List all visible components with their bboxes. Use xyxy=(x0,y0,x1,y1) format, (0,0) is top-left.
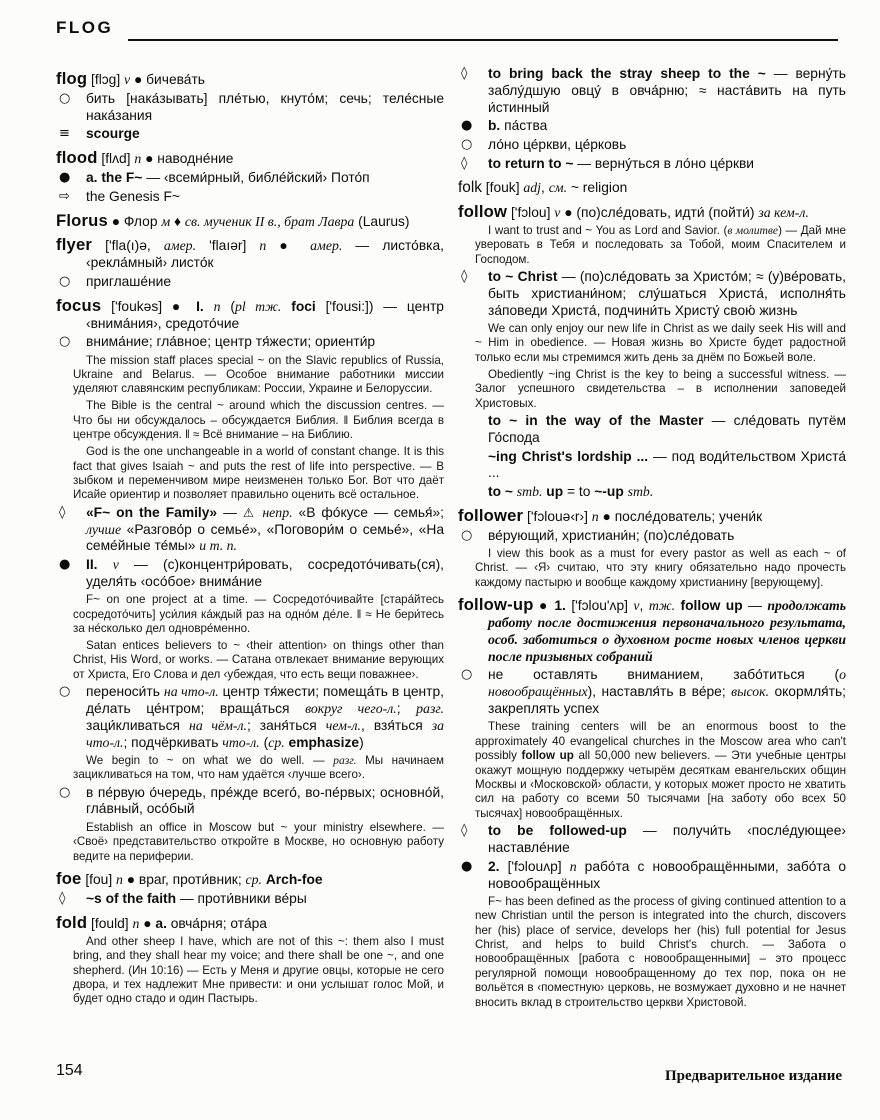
text-run: a. the F~ xyxy=(86,169,143,185)
text-run: to return to ~ xyxy=(488,155,574,171)
text-run: [fould] xyxy=(87,915,133,931)
text-run xyxy=(98,557,113,572)
circle-marker-icon: ○ xyxy=(461,137,473,153)
text-run: v xyxy=(112,557,119,573)
entry-focus xyxy=(56,295,444,333)
text-run: продолжать работу после достижения первоначального результата, особ. заботиться о духовном росте новых членов церкви после призывных собраний xyxy=(488,598,846,664)
text-run: ~-up xyxy=(594,484,624,500)
text-run: заци́кливаться xyxy=(86,717,189,733)
circle-marker-icon: ○ xyxy=(59,684,71,700)
text-run: рабо́та с новообращёнными, забо́та о новообращённых xyxy=(488,858,846,891)
text-run: n xyxy=(259,238,267,254)
example-line xyxy=(73,935,444,1007)
text-run: окормля́ть; закреплять успех xyxy=(488,684,846,716)
text-run: — (с)концентри́ровать, сосредото́чивать(ся), уделя́ть ‹осо́бое› внима́ние xyxy=(86,557,444,589)
sense-line xyxy=(458,118,846,135)
text-run: овча́рня; ота́ра xyxy=(166,915,267,931)
text-run: «F~ on the Family» xyxy=(86,504,218,520)
text-run: follow up xyxy=(521,749,574,763)
text-run: follow up xyxy=(680,598,743,614)
arrow-marker-icon: ⇨ xyxy=(59,188,70,204)
circle-marker-icon: ○ xyxy=(59,784,71,800)
text-run: Establish an office in Moscow but ~ your ministry elsewhere. — ‹Своё› представительство откройте в Москве, но основную работу ведите на периферии. xyxy=(73,820,444,863)
text-run: Arch-foe xyxy=(265,871,323,887)
diamond-marker-icon: ◊ xyxy=(461,823,468,839)
text-run: см. xyxy=(548,179,568,195)
text-run: to bring back the stray sheep to the ~ xyxy=(488,66,766,81)
text-run: follower xyxy=(458,505,524,525)
text-run: God is the one unchangeable in a world of constant change. It is this fact that gives Isaiah ~ and puts the rest of life into perspective. — В зыбком и переменчивом мире неизменен только Бог. Вот что даёт Исайе ориентир и позволяет правильно оценить всё остальное. xyxy=(73,445,444,502)
text-run: о новообращённых xyxy=(488,667,846,700)
text-run xyxy=(281,299,291,314)
text-run: ⚠ xyxy=(242,504,257,520)
text-run: to ~ xyxy=(488,484,513,500)
text-run: v xyxy=(554,204,561,220)
circle-marker-icon: ○ xyxy=(461,667,473,683)
text-run: высок. xyxy=(731,684,770,700)
sense-line xyxy=(458,137,846,154)
example-line xyxy=(475,720,846,821)
text-run: в пе́рвую о́чередь, пре́жде всего́, во-пе́рвых; основно́й, гла́вный, осо́бый xyxy=(86,784,444,817)
entry-foe xyxy=(56,868,444,889)
sense-line xyxy=(56,334,444,351)
circle-marker-icon: ○ xyxy=(461,527,473,543)
text-run: ● xyxy=(266,238,311,254)
text-run: to ~ in the way of the Master xyxy=(488,412,704,428)
text-run: ● xyxy=(533,598,555,614)
text-run: adj xyxy=(523,179,542,195)
text-run: «Разгово́р о семье́», «Поговори́м о семье́», «На семе́йные те́мы» xyxy=(86,521,444,554)
text-run: We begin to ~ on what we do well. — xyxy=(86,753,334,767)
right-column xyxy=(458,64,846,1056)
example-line xyxy=(73,399,444,442)
text-run: = to xyxy=(563,484,595,500)
text-run: за что-л. xyxy=(86,717,444,750)
entry-florus xyxy=(56,210,444,231)
text-run: to ~ Christ xyxy=(488,269,558,285)
entry-folk xyxy=(458,180,846,197)
entry-follow-up xyxy=(458,597,846,665)
page-number: 154 xyxy=(56,1062,83,1079)
circle-marker-icon: ○ xyxy=(59,273,71,289)
text-run: ['fɔlou'ʌp] xyxy=(565,598,634,614)
example-line xyxy=(73,445,444,503)
text-run: , xyxy=(541,179,549,195)
example-line xyxy=(475,895,846,1010)
text-run: чем-л. xyxy=(325,717,362,733)
text-run: центр тя́жести; помеща́ть в центр, де́лать це́нтром; враща́ться xyxy=(86,684,444,716)
sense-line xyxy=(56,684,444,751)
text-run: ['fɔlouʌp] xyxy=(499,858,570,874)
left-column xyxy=(56,64,444,1056)
text-run: лучше xyxy=(86,521,122,537)
text-run: , взя́ться xyxy=(361,717,432,733)
sense-line xyxy=(56,505,444,555)
text-run: These training centers will be an enormous boost to the approximately 40 evangelical churches in the Moscow area who can't possibly xyxy=(475,720,846,763)
text-run: — проти́вники ве́ры xyxy=(176,890,307,906)
entry-flood xyxy=(56,150,444,168)
entry-follow xyxy=(458,201,846,222)
diamond-marker-icon: ◊ xyxy=(461,66,468,81)
phrase-line xyxy=(458,484,846,501)
text-run: ~ religion xyxy=(567,179,628,195)
text-run: foe xyxy=(56,868,82,888)
bullet-marker-icon: ● xyxy=(59,557,71,573)
text-run: за кем-л. xyxy=(758,204,809,220)
text-run: 'flaıər] xyxy=(196,238,260,254)
text-run: ♦ xyxy=(170,213,185,229)
text-run: [fouk] xyxy=(481,179,524,195)
text-run: [flɔg] xyxy=(87,72,125,87)
entry-fold xyxy=(56,912,444,933)
text-run: folk xyxy=(458,178,482,196)
text-run: 1. xyxy=(554,598,566,614)
sense-line xyxy=(56,91,444,125)
text-run: — верну́ться в ло́но це́ркви xyxy=(573,155,755,171)
text-run: ср. xyxy=(268,734,285,750)
text-run: [flʌd] xyxy=(97,151,135,167)
text-run: ср. xyxy=(245,871,262,887)
phrase-line xyxy=(458,449,846,483)
text-run: all 50,000 new believers. — Эти учебные центры окажут мощную поддержку четырём десяткам евангельских общин Москвы и ‹Московской› области, у которых может просто не хватить сил на работу со всеми 50 тысячами [на заботу обо всех 50 тысячах] новообращённых. xyxy=(475,749,846,820)
example-line xyxy=(73,754,444,783)
text-run: — сле́довать путём Го́спода xyxy=(488,412,846,445)
text-run: ; заня́ться xyxy=(246,717,326,733)
text-run: up xyxy=(546,484,564,500)
sense-line xyxy=(458,66,846,116)
text-run: ● наводне́ние xyxy=(141,151,234,167)
text-run: ~ing Christ's lordship ... xyxy=(488,448,649,464)
synonym-marker-icon: ≡ xyxy=(59,126,70,142)
text-run: — xyxy=(742,598,768,614)
text-run: Obediently ~ing Christ is the key to being a successful witness. — Залог успешного свидетельства – в исполнении заповедей Христовых. xyxy=(475,367,846,410)
text-run: flyer xyxy=(56,235,93,255)
text-run: что-л. xyxy=(222,734,260,750)
text-run: — листо́вка, ‹рекла́мный› листо́к xyxy=(86,238,444,271)
text-run: n xyxy=(569,858,577,874)
text-run: F~ on one project at a time. — Сосредото́чивайте [стара́йтесь сосредото́чить] уси́лия ка́ждый раз на одно́м де́ле. ‖ ≈ Не бери́тесь за не́сколько дел одновре́менно. xyxy=(73,593,444,636)
text-run: ● враг, проти́вник; xyxy=(122,871,246,887)
sense-line xyxy=(56,274,444,291)
text-run: smb. xyxy=(516,484,543,500)
text-run: (Laurus) xyxy=(354,213,410,229)
example-line xyxy=(475,368,846,411)
header-rule xyxy=(128,39,838,41)
text-run: ['fla(ı)ə, xyxy=(92,238,164,254)
text-run: [fou] xyxy=(81,871,117,887)
text-run: I want to trust and ~ You as Lord and Savior. ( xyxy=(488,223,728,237)
text-run: внима́ние; гла́вное; центр тя́жести; ориенти́р xyxy=(86,334,376,350)
diamond-marker-icon: ◊ xyxy=(59,890,66,906)
text-run: n xyxy=(116,871,123,887)
text-run: ( xyxy=(259,734,269,750)
text-run: scourge xyxy=(86,126,140,142)
text-run: focus xyxy=(56,295,102,315)
text-run: — ‹всеми́рный, библе́йский› Пото́п xyxy=(142,169,370,185)
text-run xyxy=(204,299,214,314)
circle-marker-icon: ○ xyxy=(59,334,71,350)
text-run: 2. xyxy=(488,858,500,874)
sense-line xyxy=(458,156,846,173)
text-run: — xyxy=(217,504,243,520)
text-run: fold xyxy=(56,912,88,932)
sense-line xyxy=(56,126,444,143)
text-run: I view this book as a must for every pastor as well as each ~ of Christ. — ‹Я› считаю, что эту книгу обязательно надо прочесть каждому пастырю и вообще каждому христианину [верующему]. xyxy=(475,547,846,589)
example-line xyxy=(73,593,444,636)
text-run: непр. xyxy=(262,504,293,520)
text-run: ['foukəs] ● xyxy=(101,298,197,314)
text-run: ) xyxy=(359,734,364,750)
text-run: тж. xyxy=(648,598,676,614)
text-run: We can only enjoy our new life in Christ as we daily seek His will and ~ Him in obedience. — Новая жизнь во Христе будет радостной только если мы стремимся жить день за днём по Божьей воле. xyxy=(475,321,846,364)
text-run: бить [нака́зывать] пле́тью, кнуто́м; сечь; теле́сные нака́зания xyxy=(86,90,444,123)
text-run: n xyxy=(591,508,599,524)
example-line xyxy=(475,224,846,267)
phrase-line xyxy=(458,413,846,447)
text-run: v xyxy=(633,598,640,614)
text-run: ~s of the faith xyxy=(86,890,177,906)
sense-line xyxy=(458,528,846,545)
text-run: на чём-л. xyxy=(189,717,247,733)
text-run: — верну́ть заблу́дшую овцу́ в овча́рню; ≈ наста́вить на путь и́стинный xyxy=(488,66,846,115)
text-run: to be followed-up xyxy=(488,823,627,839)
text-run: ; подчёркивать xyxy=(123,734,223,750)
text-run: вокруг чего-л. xyxy=(305,700,397,716)
text-run: b. xyxy=(488,118,501,134)
entry-flyer xyxy=(56,237,444,272)
text-run: v xyxy=(124,72,131,87)
text-run: — под води́тельством Христа́ ... xyxy=(488,448,846,481)
sense-line xyxy=(56,891,444,908)
text-run: Florus xyxy=(56,210,108,230)
text-run: ● бичева́ть xyxy=(130,72,205,87)
text-run: ; xyxy=(396,700,417,716)
text-run: — получи́ть ‹после́дующее› наставле́ние xyxy=(488,823,846,855)
text-run: ● после́дователь; учени́к xyxy=(598,508,763,524)
text-run: And other sheep I have, which are not of this ~: them also I must bring, and they shall hear my voice; and there shall be one ~, and one shepherd. (Ин 10:16) — Есть у Меня и другие овцы, которые не сего двора, и тех надлежит Мне привести: и они услышат голос Мой, и будет одно стадо и один Пастырь. xyxy=(73,934,444,1006)
text-run: ) — Дай мне уверовать в Тебя и последовать за Тобой, моим Спасителем и Господом. xyxy=(475,223,846,266)
text-run: II. xyxy=(86,557,98,573)
text-run: foci xyxy=(291,298,316,314)
text-run: в молитве xyxy=(727,223,779,237)
text-run: ['fɔlou] xyxy=(507,204,555,220)
page-header xyxy=(56,18,840,44)
text-run: ['fɔlouə‹r›] xyxy=(523,508,592,524)
text-run: Satan entices believers to ~ ‹their attention› on things other than Christ, His Word, or works. — Сатана отвлекает внимание верующих от Христа, Его Слова и дел ‹убеждая, что есть вещи поважнее›. xyxy=(73,638,444,681)
sense-line xyxy=(56,170,444,187)
text-run: ['fousi:]) — центр ‹внима́ния›, средото́чие xyxy=(86,298,444,331)
text-run: F~ has been defined as the process of giving continued attention to a new Christian until the person is integrated into the church, discovers her (his) place of service, develops her (his) full potential for Jesus Christ, and helps to build Christ's church. — Забота о новообращённых [работа с новообращенными] – это процесс регулярной помощи новообращенному до тех пор, пока он не вольётся в ‹поместную› церковь, не возмужает духовно и не начнет вносить вклад в строительство церкви Христовой. xyxy=(475,894,846,1009)
circle-marker-icon: ○ xyxy=(59,90,71,106)
text-run: ● (по)сле́довать, идти́ (пойти́) xyxy=(560,204,759,220)
diamond-marker-icon: ◊ xyxy=(59,504,66,520)
text-run: I. xyxy=(196,298,204,314)
text-run: ( xyxy=(220,298,235,314)
entry-follower xyxy=(458,505,846,526)
sense-line xyxy=(56,557,444,591)
diamond-marker-icon: ◊ xyxy=(461,269,468,285)
text-run: ве́рующий, христиани́н; (по)сле́довать xyxy=(488,527,735,543)
text-run: emphasize xyxy=(288,734,360,750)
text-run: на что-л. xyxy=(163,684,219,700)
text-run: — (по)сле́довать за Христо́м; ≈ (у)ве́ровать, быть христиани́ном; слу́шаться Христа́, исполня́ть за́поведи Христа́, подчини́ть Христу́ свою́ жизнь xyxy=(488,269,846,318)
text-run: pl тж. xyxy=(234,298,282,314)
text-run: flog xyxy=(56,69,88,88)
text-run: The mission staff places special ~ on the Slavic republics of Russia, Ukraine and Belarus. — Особое внимание работники миссии уделяют славянским республикам: России, Украине и Белоруссии. xyxy=(73,353,444,396)
sense-line xyxy=(458,269,846,319)
text-run: не оставлять вниманием, забо́титься ( xyxy=(488,667,840,683)
text-run: амер. xyxy=(163,238,197,254)
text-run: «В фо́кусе — семья́»; xyxy=(292,504,444,520)
sense-line xyxy=(56,189,444,206)
text-run: ло́но це́ркви, це́рковь xyxy=(488,137,627,153)
text-run: follow xyxy=(458,201,508,221)
text-run: n xyxy=(132,915,140,931)
sense-line xyxy=(56,785,444,819)
bullet-marker-icon: ● xyxy=(461,118,473,134)
text-run: n xyxy=(213,298,221,314)
diamond-marker-icon: ◊ xyxy=(461,155,468,171)
example-line xyxy=(73,354,444,397)
sense-line xyxy=(458,859,846,893)
entry-flog xyxy=(56,71,444,89)
example-line xyxy=(73,639,444,682)
text-run: переноси́ть xyxy=(86,684,164,700)
text-run: ● xyxy=(139,915,156,931)
text-run: flood xyxy=(56,148,98,168)
sense-line xyxy=(458,667,846,717)
sense-line xyxy=(458,823,846,857)
bullet-marker-icon: ● xyxy=(461,858,473,874)
text-run: приглаше́ние xyxy=(86,273,172,289)
example-line xyxy=(73,821,444,864)
text-run: амер. xyxy=(310,238,343,254)
bullet-marker-icon: ● xyxy=(59,169,71,185)
text-run: Мы начинаем зацикливаться на том, что нам удаётся ‹лучше всего›. xyxy=(73,753,444,782)
text-run: the Genesis F~ xyxy=(86,188,180,204)
text-run: , xyxy=(639,598,649,614)
text-run: ● Флор xyxy=(107,213,162,229)
text-run: smb. xyxy=(627,484,654,500)
text-run: и т. п. xyxy=(199,538,237,554)
example-line xyxy=(475,547,846,590)
text-run: м xyxy=(161,213,171,229)
text-run: follow-up xyxy=(458,595,534,615)
guide-word: FLOG xyxy=(56,18,114,37)
text-run: па́ства xyxy=(500,118,548,134)
text-run: разг. xyxy=(333,753,357,767)
text-run: ), наставля́ть в ве́ре; xyxy=(587,684,732,700)
example-line xyxy=(475,322,846,365)
text-run: разг. xyxy=(416,700,444,716)
text-run: св. мученик II в., брат Лавра xyxy=(184,213,355,229)
text-run: a. xyxy=(155,915,167,931)
text-run: The Bible is the central ~ around which the discussion centres. — Что бы ни обсуждалось – обсуждается Библия. ‖ Библия всегда в центре обсуждения. ‖ ≈ Всё внимание – на Библию. xyxy=(73,399,444,442)
edition-note: Предварительное издание xyxy=(665,1068,842,1084)
text-run: n xyxy=(134,151,142,167)
